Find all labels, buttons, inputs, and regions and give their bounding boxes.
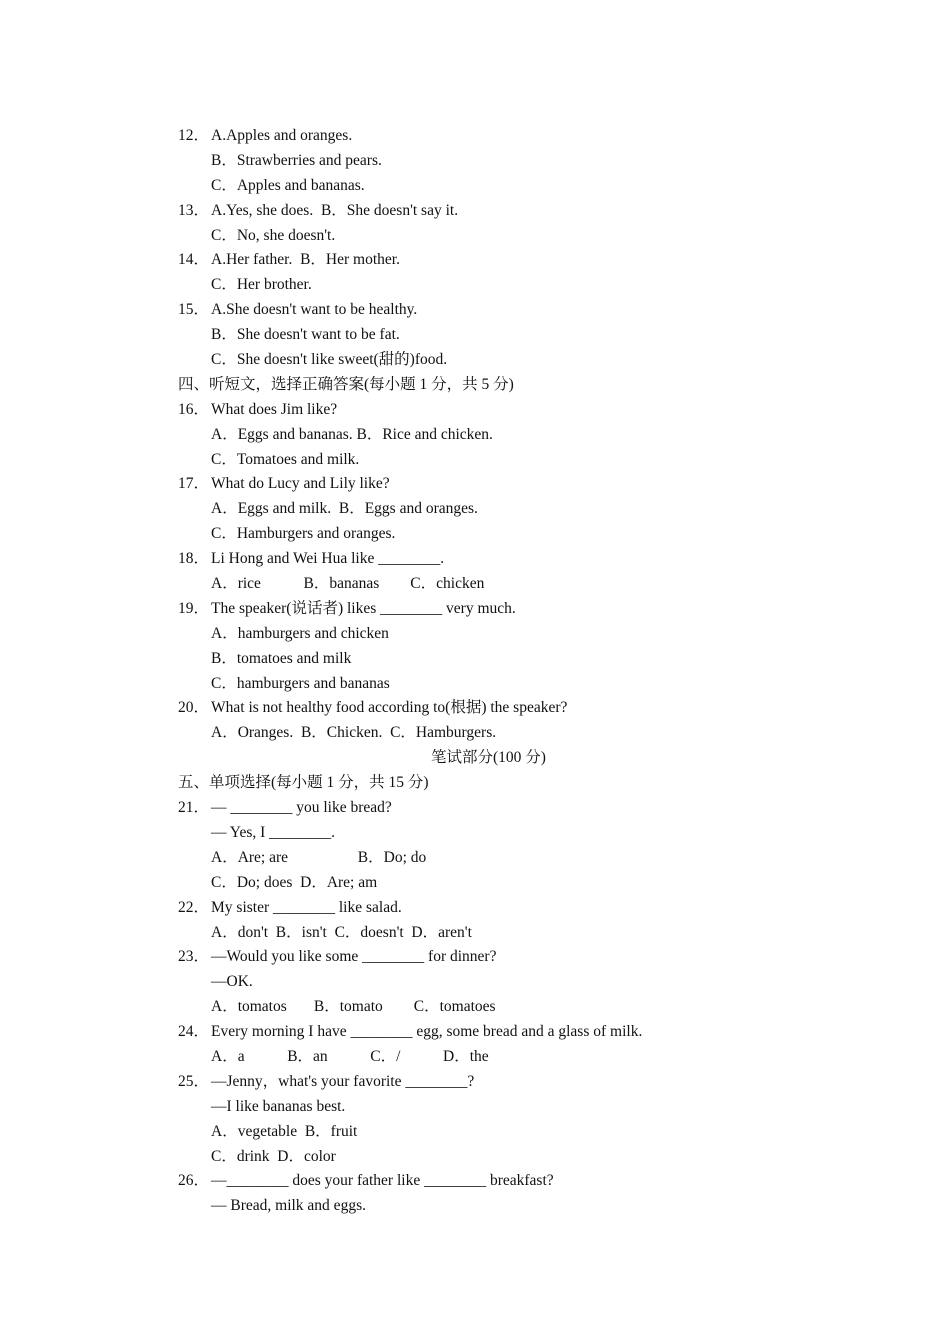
section-heading [0, 771, 950, 796]
question-line [0, 472, 950, 497]
question-number: 22． [178, 898, 210, 916]
option-text: A．rice B．bananas C．chicken [211, 575, 485, 593]
option-text: C．Do; does D．Are; am [211, 873, 378, 891]
option-text: B．tomatoes and milk [211, 649, 352, 667]
option-line [0, 622, 950, 647]
option-line [0, 497, 950, 522]
question-number: 21． [178, 799, 210, 817]
question-number: 26． [178, 1172, 210, 1190]
option-text: —OK. [211, 973, 253, 991]
part-heading [0, 746, 950, 771]
question-number: 13． [178, 201, 210, 219]
question-text: A.Apples and oranges. [211, 127, 353, 144]
question-text: What do Lucy and Lily like? [211, 475, 390, 493]
option-text: C．Hamburgers and oranges. [211, 525, 396, 543]
option-text: C．Apples and bananas. [211, 176, 365, 194]
option-text: B．Strawberries and pears. [211, 151, 382, 169]
question-line [0, 597, 950, 622]
question-line [0, 124, 950, 149]
question-line [0, 1070, 950, 1095]
option-line [0, 224, 950, 249]
option-text: C．Her brother. [211, 276, 312, 294]
question-line [0, 796, 950, 821]
question-text: —Jenny，what's your favorite ________? [211, 1072, 475, 1090]
question-text: Li Hong and Wei Hua like ________. [211, 550, 445, 568]
question-text: A.Yes, she does. B．She doesn't say it. [211, 201, 459, 219]
option-line [0, 995, 950, 1020]
question-line [0, 1020, 950, 1045]
question-text: What does Jim like? [211, 400, 338, 418]
question-text: —Would you like some ________ for dinner? [211, 948, 497, 966]
heading-text: 四、听短文，选择正确答案(每小题 1 分，共 5 分) [178, 375, 514, 393]
question-line [0, 945, 950, 970]
option-line [0, 970, 950, 995]
option-line [0, 871, 950, 896]
option-line [0, 821, 950, 846]
question-number: 25． [178, 1072, 210, 1090]
question-text: The speaker(说话者) likes ________ very much. [211, 599, 516, 617]
option-line [0, 423, 950, 448]
question-text: Every morning I have ________ egg, some bread and a glass of milk. [211, 1023, 643, 1041]
question-line [0, 1169, 950, 1194]
option-text: B．She doesn't want to be fat. [211, 326, 400, 344]
question-number: 23． [178, 948, 210, 966]
option-text: A．Oranges. B．Chicken. C．Hamburgers. [211, 724, 497, 742]
question-line [0, 696, 950, 721]
heading-text: 五、单项选择(每小题 1 分，共 15 分) [178, 774, 429, 792]
question-line [0, 398, 950, 423]
option-line [0, 647, 950, 672]
question-text: What is not healthy food according to(根据) the speaker? [211, 699, 568, 717]
question-line [0, 298, 950, 323]
option-text: A．tomatos B．tomato C．tomatoes [211, 998, 496, 1016]
option-line [0, 672, 950, 697]
option-line [0, 273, 950, 298]
question-line [0, 896, 950, 921]
option-text: A．Eggs and milk. B．Eggs and oranges. [211, 500, 478, 518]
option-line [0, 174, 950, 199]
option-text: — Bread, milk and eggs. [211, 1197, 366, 1215]
question-number: 12． [178, 127, 210, 144]
option-text: — Yes, I ________. [211, 823, 336, 841]
question-number: 14． [178, 251, 210, 269]
option-text: C．No, she doesn't. [211, 226, 336, 244]
question-number: 15． [178, 301, 210, 319]
question-text: — ________ you like bread? [211, 799, 392, 817]
option-line [0, 448, 950, 473]
option-line [0, 522, 950, 547]
section-heading [0, 373, 950, 398]
option-text: A．hamburgers and chicken [211, 624, 389, 642]
option-line [0, 323, 950, 348]
question-number: 20． [178, 699, 210, 717]
option-line [0, 1145, 950, 1170]
option-line [0, 348, 950, 373]
question-text: A.Her father. B．Her mother. [211, 251, 400, 269]
heading-text: 笔试部分(100 分) [431, 749, 546, 767]
option-line [0, 1120, 950, 1145]
option-line [0, 1194, 950, 1219]
question-line [0, 199, 950, 224]
option-text: C．Tomatoes and milk. [211, 450, 360, 468]
option-text: A．Eggs and bananas. B．Rice and chicken. [211, 425, 493, 443]
question-line [0, 547, 950, 572]
exam-document [0, 124, 950, 1219]
question-text: My sister ________ like salad. [211, 898, 402, 916]
question-number: 19． [178, 599, 210, 617]
option-text: A．Are; are B．Do; do [211, 848, 427, 866]
option-text: C．She doesn't like sweet(甜的)food. [211, 351, 448, 369]
option-text: A．don't B．isn't C．doesn't D．aren't [211, 923, 472, 941]
option-text: C．hamburgers and bananas [211, 674, 390, 692]
option-text: A．a B．an C．/ D．the [211, 1047, 489, 1065]
option-text: A．vegetable B．fruit [211, 1122, 358, 1140]
question-line [0, 248, 950, 273]
option-text: C．drink D．color [211, 1147, 336, 1165]
option-line [0, 149, 950, 174]
option-line [0, 846, 950, 871]
question-text: —________ does your father like ________ breakfast? [211, 1172, 554, 1190]
option-line [0, 721, 950, 746]
option-line [0, 1095, 950, 1120]
option-line [0, 921, 950, 946]
question-number: 24． [178, 1023, 210, 1041]
question-number: 18． [178, 550, 210, 568]
question-number: 17． [178, 475, 210, 493]
question-number: 16． [178, 400, 210, 418]
option-text: —I like bananas best. [211, 1097, 346, 1115]
option-line [0, 572, 950, 597]
option-line [0, 1045, 950, 1070]
question-text: A.She doesn't want to be healthy. [211, 301, 418, 319]
